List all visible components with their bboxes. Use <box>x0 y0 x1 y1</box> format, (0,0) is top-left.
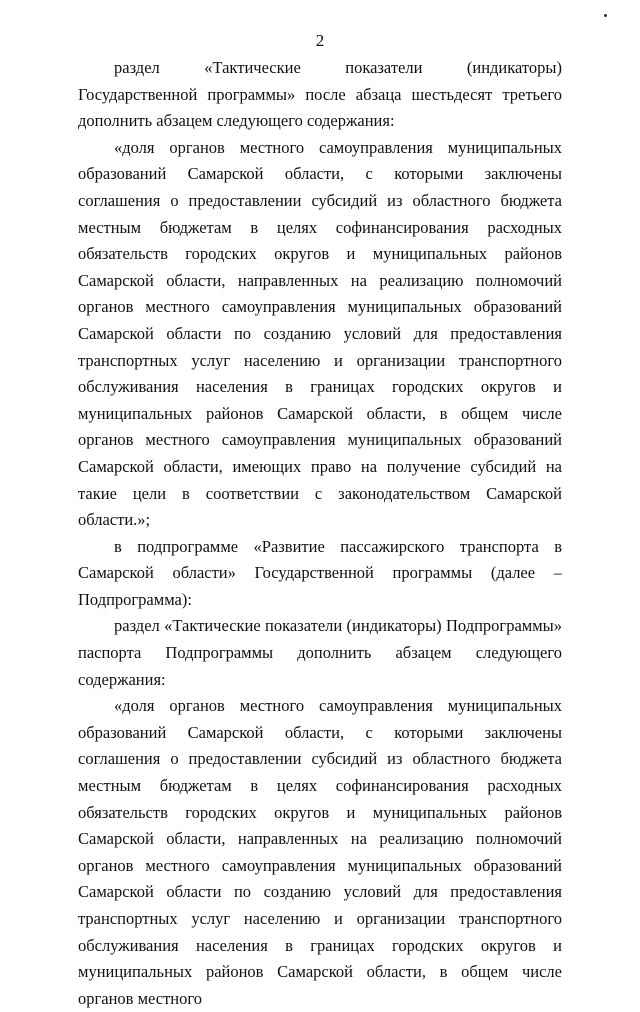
paragraph-subprogram-indicator-text: «доля органов местного самоуправления муниципальных образований Самарской области, с которыми заключены соглашения о предоставлении субсидий из областного бюджета местным бюджетам в целях софинансирования расходных обязательств городских округов и муниципальных районов Самарской области, направленных на реализацию полномочий органов местного самоуправления муниципальных образований Самарской области по созданию условий для предоставления транспортных услуг населению и организации транспортного обслуживания населения в границах городских округов и муниципальных районов Самарской области, в общем числе органов местного <box>78 696 562 1008</box>
paragraph-indicator-text: «доля органов местного самоуправления муниципальных образований Самарской области, с которыми заключены соглашения о предоставлении субсидий из областного бюджета местным бюджетам в целях софинансирования расходных обязательств городских округов и муниципальных районов Самарской области, направленных на реализацию полномочий органов местного самоуправления муниципальных образований Самарской области по созданию условий для предоставления транспортных услуг населению и организации транспортного обслуживания населения в границах городских округов и муниципальных районов Самарской области, в общем числе органов местного самоуправления муниципальных образований Самарской области, имеющих право на получение субсидий на такие цели в соответствии с законодательством Самарской области.»; <box>78 137 562 530</box>
page-number: 2 <box>315 31 325 50</box>
paragraph-section-amendment: раздел «Тактические показатели (индикаторы) Государственной программы» после абзаца шестьдесят третьего дополнить абзацем следующего содержания: <box>78 58 562 131</box>
paragraph-subprogram-section: раздел «Тактические показатели (индикаторы) Подпрограммы» паспорта Подпрограммы дополнить абзацем следующего содержания: <box>78 616 562 689</box>
scan-speck <box>604 14 607 17</box>
paragraph-subprogram-intro: в подпрограмме «Развитие пассажирского транспорта в Самарской области» Государственной программы (далее – Подпрограмма): <box>78 536 562 609</box>
document-body <box>78 55 562 1012</box>
